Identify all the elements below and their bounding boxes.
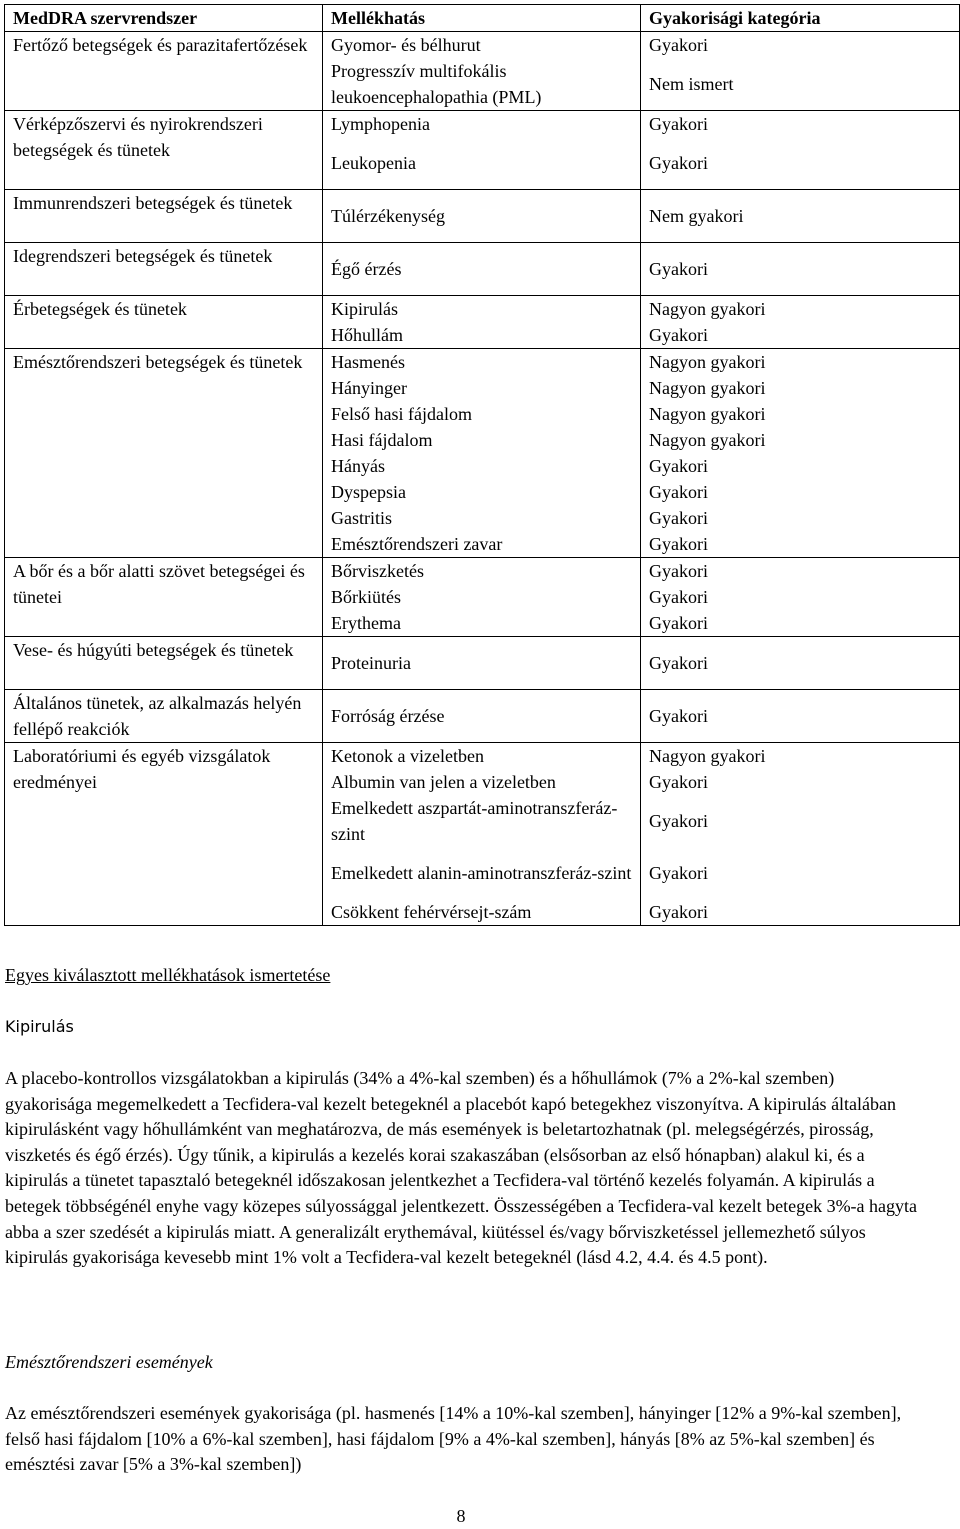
reaction-cell: Erythema xyxy=(323,610,641,637)
frequency-cell: Nem ismert xyxy=(641,58,960,111)
soc-cell: Általános tünetek, az alkalmazás helyén fellépő reakciók xyxy=(5,690,323,743)
reaction-cell: Kipirulás xyxy=(323,296,641,323)
frequency-cell: Gyakori xyxy=(641,558,960,585)
frequency-cell: Gyakori xyxy=(641,479,960,505)
reaction-cell: Túlérzékenység xyxy=(323,190,641,243)
soc-cell: Emésztőrendszeri betegségek és tünetek xyxy=(5,349,323,558)
frequency-cell: Gyakori xyxy=(641,505,960,531)
paragraph-kipirulas: A placebo-kontrollos vizsgálatokban a kipirulás (34% a 4%-kal szemben) és a hőhullámok (7% a 2%-kal szemben) gyakorisága megemelkedett a Tecfidera-val kezelt betegeknél a placebót kapó betegekhez viszonyítva. A kipirulás általában kipirulásként vagy hőhullámként van meghatározva, de más események is beletartozhatnak (pl. melegségérzés, pirosság, viszketés és égő érzés). Úgy tűnik, a kipirulás a kezelés korai szakaszában (elsősorban az első hónapban) alakul ki, és a kipirulás a tünetet tapasztaló betegeknél időszakosan jelentkezhet a Tecfidera-val történő kezelés folyamán. A kipirulás a betegek többségénél enyhe vagy közepes súlyossággal jelentkezett. Összességében a Tecfidera-val kezelt betegek 3%-a hagyta abba a szer szedését a kipirulás miatt. A generalizált erythemával, kiütéssel és/vagy bőrviszketéssel jellemezhető súlyos kipirulás gyakorisága kevesebb mint 1% volt a Tecfidera-val kezelt betegeknél (lásd 4.2, 4.4. és 4.5 pont). xyxy=(5,1068,918,1268)
reaction-cell: Emelkedett aszpartát-aminotranszferáz-szint xyxy=(323,795,641,847)
frequency-cell: Gyakori xyxy=(641,243,960,296)
section-title: Egyes kiválasztott mellékhatások ismertetése xyxy=(5,965,331,985)
reaction-cell: Bőrviszketés xyxy=(323,558,641,585)
frequency-cell: Nagyon gyakori xyxy=(641,296,960,323)
frequency-cell: Gyakori xyxy=(641,769,960,795)
reaction-cell: Albumin van jelen a vizeletben xyxy=(323,769,641,795)
reaction-cell: Gyomor- és bélhurut xyxy=(323,32,641,59)
reaction-cell: Lymphopenia xyxy=(323,111,641,138)
reaction-cell: Hasmenés xyxy=(323,349,641,376)
frequency-cell: Gyakori xyxy=(641,453,960,479)
reaction-cell: Ketonok a vizeletben xyxy=(323,743,641,770)
frequency-cell: Gyakori xyxy=(641,899,960,926)
reaction-cell: Hányinger xyxy=(323,375,641,401)
soc-cell: A bőr és a bőr alatti szövet betegségei és tünetei xyxy=(5,558,323,637)
reaction-cell: Proteinuria xyxy=(323,637,641,690)
frequency-cell: Gyakori xyxy=(641,610,960,637)
adverse-reactions-table xyxy=(4,4,960,926)
frequency-cell: Gyakori xyxy=(641,32,960,59)
frequency-cell: Gyakori xyxy=(641,690,960,743)
reaction-cell: Csökkent fehérvérsejt-szám xyxy=(323,899,641,926)
reaction-cell: Progresszív multifokális leukoencephalopathia (PML) xyxy=(323,58,641,111)
reaction-cell: Hasi fájdalom xyxy=(323,427,641,453)
reaction-cell: Hányás xyxy=(323,453,641,479)
frequency-cell: Gyakori xyxy=(641,111,960,138)
subheading-kipirulas: Kipirulás xyxy=(5,1017,74,1036)
reaction-cell: Leukopenia xyxy=(323,137,641,190)
subheading-emesztorendszeri: Emésztőrendszeri események xyxy=(5,1352,213,1372)
frequency-cell: Gyakori xyxy=(641,847,960,899)
reaction-cell: Forróság érzése xyxy=(323,690,641,743)
soc-cell: Idegrendszeri betegségek és tünetek xyxy=(5,243,323,296)
reaction-cell: Hőhullám xyxy=(323,322,641,349)
frequency-cell: Gyakori xyxy=(641,322,960,349)
frequency-cell: Gyakori xyxy=(641,637,960,690)
reaction-cell: Dyspepsia xyxy=(323,479,641,505)
paragraph-emesztorendszeri: Az emésztőrendszeri események gyakorisága (pl. hasmenés [14% a 10%-kal szemben], hányinger [12% a 9%-kal szemben], felső hasi fájdalom [10% a 6%-kal szemben], hasi fájdalom [9% a 4%-kal szemben], hányás [8% az 5%-kal szemben] és emésztési zavar [5% a 3%-kal szemben]) xyxy=(5,1403,902,1475)
soc-cell: Laboratóriumi és egyéb vizsgálatok eredményei xyxy=(5,743,323,926)
reaction-cell: Bőrkiütés xyxy=(323,584,641,610)
header-soc: MedDRA szervrendszer xyxy=(5,5,323,32)
frequency-cell: Nagyon gyakori xyxy=(641,401,960,427)
soc-cell: Érbetegségek és tünetek xyxy=(5,296,323,349)
frequency-cell: Nagyon gyakori xyxy=(641,427,960,453)
reaction-cell: Gastritis xyxy=(323,505,641,531)
frequency-cell: Gyakori xyxy=(641,531,960,558)
soc-cell: Immunrendszeri betegségek és tünetek xyxy=(5,190,323,243)
reaction-cell: Emésztőrendszeri zavar xyxy=(323,531,641,558)
frequency-cell: Nem gyakori xyxy=(641,190,960,243)
soc-cell: Vérképzőszervi és nyirokrendszeri betegségek és tünetek xyxy=(5,111,323,190)
frequency-cell: Nagyon gyakori xyxy=(641,375,960,401)
frequency-cell: Gyakori xyxy=(641,584,960,610)
page-number: 8 xyxy=(456,1506,466,1526)
soc-cell: Vese- és húgyúti betegségek és tünetek xyxy=(5,637,323,690)
reaction-cell: Felső hasi fájdalom xyxy=(323,401,641,427)
reaction-cell: Emelkedett alanin-aminotranszferáz-szint xyxy=(323,847,641,899)
frequency-cell: Nagyon gyakori xyxy=(641,349,960,376)
header-frequency: Gyakorisági kategória xyxy=(641,5,960,32)
frequency-cell: Nagyon gyakori xyxy=(641,743,960,770)
soc-cell: Fertőző betegségek és parazitafertőzések xyxy=(5,32,323,111)
reaction-cell: Égő érzés xyxy=(323,243,641,296)
frequency-cell: Gyakori xyxy=(641,795,960,847)
header-reaction: Mellékhatás xyxy=(323,5,641,32)
frequency-cell: Gyakori xyxy=(641,137,960,190)
